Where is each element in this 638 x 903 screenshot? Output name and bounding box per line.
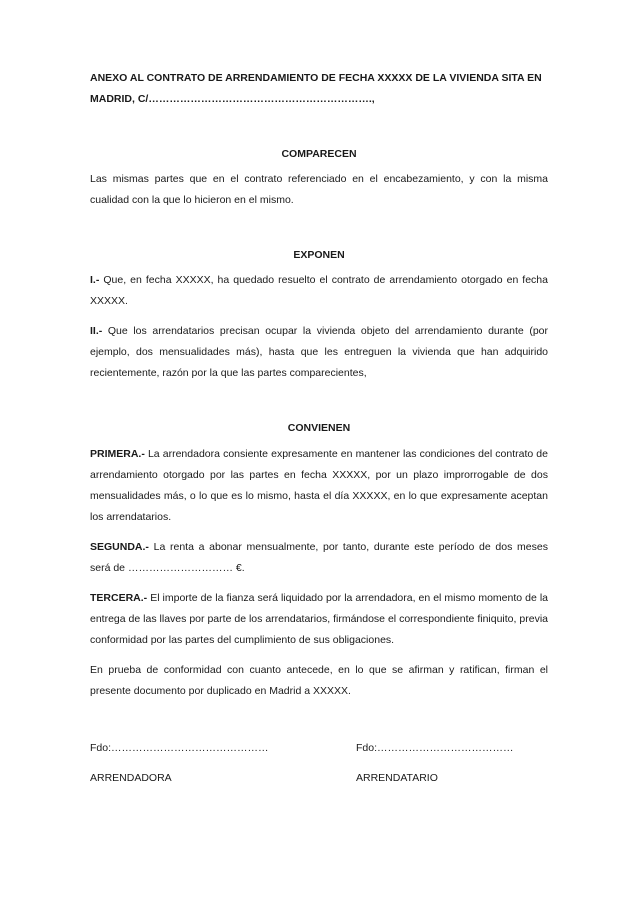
clause-tercera-label: TERCERA.- — [90, 592, 148, 604]
clause-tercera — [90, 588, 548, 651]
exponen-item-2-text: Que los arrendatarios precisan ocupar la vivienda objeto del arrendamiento durante (por ejemplo, dos mensualidades más), hasta que les entreguen la vivienda que han adquirido recientemente, razón por la que las partes comparecientes, — [90, 325, 548, 379]
title-line-1: ANEXO AL CONTRATO DE ARRENDAMIENTO DE FECHA XXXXX DE LA VIVIENDA SITA EN — [90, 72, 542, 84]
closing-paragraph: En prueba de conformidad con cuanto antecede, en lo que se afirman y ratifican, firman el presente documento por duplicado en Madrid a XXXXX. — [90, 664, 548, 697]
signature-arrendadora — [90, 741, 310, 785]
title-line-2: MADRID, C/………………………………………………………., — [90, 93, 375, 105]
clause-segunda-label: SEGUNDA.- — [90, 541, 149, 553]
exponen-item-2 — [90, 321, 548, 384]
comparecen-heading: COMPARECEN — [281, 148, 357, 160]
exponen-item-1 — [90, 270, 548, 312]
clause-segunda-text: La renta a abonar mensualmente, por tanto, durante este período de dos meses será de ………………………… €. — [90, 541, 548, 574]
exponen-item-1-text: Que, en fecha XXXXX, ha quedado resuelto el contrato de arrendamiento otorgado en fecha XXXXX. — [90, 274, 548, 307]
signature-line-arrendatario: Fdo:………………………………… — [356, 742, 514, 754]
exponen-heading: EXPONEN — [293, 249, 345, 261]
exponen-item-2-label: II.- — [90, 325, 103, 337]
signature-line-arrendadora: Fdo:……………………………………… — [90, 742, 269, 754]
clause-segunda — [90, 537, 548, 579]
role-arrendatario: ARRENDATARIO — [356, 772, 438, 784]
exponen-item-1-label: I.- — [90, 274, 100, 286]
document-page — [90, 68, 548, 785]
signature-arrendatario — [356, 741, 548, 785]
clause-primera-label: PRIMERA.- — [90, 448, 145, 460]
document-title — [90, 68, 548, 110]
clause-primera-text: La arrendadora consiente expresamente en mantener las condiciones del contrato de arrendamiento otorgado por las partes en fecha XXXXX, por un plazo improrrogable de dos mensualidades más, o lo que es lo mismo, hasta el día XXXXX, en lo que expresamente aceptan los arrendatarios. — [90, 448, 548, 523]
signature-block — [90, 741, 548, 785]
convienen-heading: CONVIENEN — [287, 422, 351, 434]
role-arrendadora: ARRENDADORA — [90, 772, 172, 784]
clause-tercera-text: El importe de la fianza será liquidado por la arrendadora, en el mismo momento de la entrega de las llaves por parte de los arrendatarios, firmándose el correspondiente finiquito, previa conformidad por las partes del cumplimiento de sus obligaciones. — [90, 592, 548, 646]
comparecen-paragraph: Las mismas partes que en el contrato referenciado en el encabezamiento, y con la misma cualidad con la que lo hicieron en el mismo. — [90, 173, 548, 206]
clause-primera — [90, 444, 548, 528]
